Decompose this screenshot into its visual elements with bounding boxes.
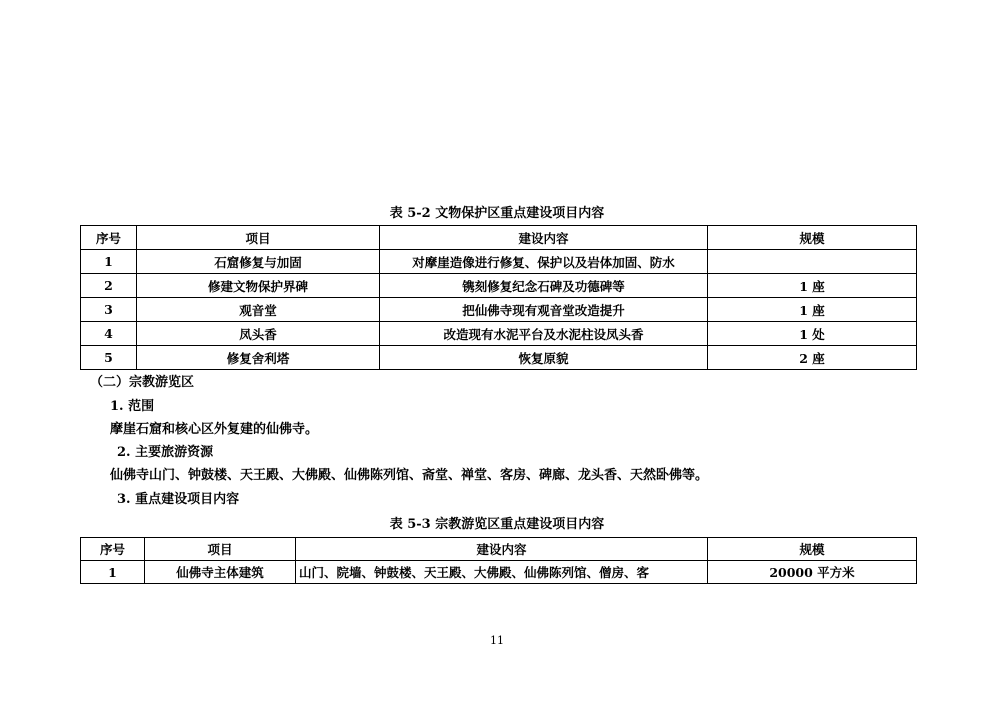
- header-cell: 建设内容: [296, 538, 708, 561]
- table-row: [81, 274, 917, 298]
- table2-caption: 表 5-3 宗教游览区重点建设项目内容: [389, 517, 605, 532]
- item1-text: 摩崖石窟和核心区外复建的仙佛寺。: [110, 422, 319, 437]
- table-row: [81, 322, 917, 346]
- table-cell: 1 座: [708, 298, 917, 322]
- table-cell: 20000 平方米: [708, 561, 917, 584]
- table-cell: 恢复原貌: [380, 346, 708, 370]
- page-number: 11: [490, 634, 504, 647]
- header-cell: 规模: [708, 226, 917, 250]
- table-cell: 仙佛寺主体建筑: [145, 561, 296, 584]
- header-cell: 建设内容: [380, 226, 708, 250]
- header-cell: 项目: [137, 226, 380, 250]
- header-cell: 规模: [708, 538, 917, 561]
- table-cell: 把仙佛寺现有观音堂改造提升: [380, 298, 708, 322]
- table-row: [81, 561, 917, 584]
- table-header-row: [81, 226, 917, 250]
- table-cell: 1: [81, 250, 137, 274]
- table-cell: 3: [81, 298, 137, 322]
- table-header-row: [81, 538, 917, 561]
- table-religious-tour-projects: [80, 537, 917, 584]
- section-heading: （二）宗教游览区: [90, 375, 195, 390]
- header-cell: 项目: [145, 538, 296, 561]
- table-cell: 山门、院墙、钟鼓楼、天王殿、大佛殿、仙佛陈列馆、僧房、客: [296, 561, 708, 584]
- table-cell: 石窟修复与加固: [137, 250, 380, 274]
- item2-title: 2. 主要旅游资源: [117, 445, 214, 460]
- table-cell: 凤头香: [137, 322, 380, 346]
- table-cell: 修建文物保护界碑: [137, 274, 380, 298]
- item3-title: 3. 重点建设项目内容: [117, 492, 240, 507]
- item1-title: 1. 范围: [110, 399, 155, 414]
- table-cell: 4: [81, 322, 137, 346]
- table-cell: 2: [81, 274, 137, 298]
- table-cell: 1 座: [708, 274, 917, 298]
- table-cell: 改造现有水泥平台及水泥柱设凤头香: [380, 322, 708, 346]
- table-cultural-relics-projects: [80, 225, 917, 370]
- table-cell: 5: [81, 346, 137, 370]
- table-cell: 镌刻修复纪念石碑及功德碑等: [380, 274, 708, 298]
- table-cell: [708, 250, 917, 274]
- item2-text: 仙佛寺山门、钟鼓楼、天王殿、大佛殿、仙佛陈列馆、斋堂、禅堂、客房、碑廊、龙头香、天然卧佛等。: [110, 468, 709, 483]
- table-cell: 2 座: [708, 346, 917, 370]
- table-row: [81, 250, 917, 274]
- table-row: [81, 298, 917, 322]
- table-cell: 观音堂: [137, 298, 380, 322]
- table-cell: 1 处: [708, 322, 917, 346]
- table-cell: 1: [81, 561, 145, 584]
- header-cell: 序号: [81, 538, 145, 561]
- table-cell: 修复舍利塔: [137, 346, 380, 370]
- table1-caption: 表 5-2 文物保护区重点建设项目内容: [389, 206, 605, 221]
- table-cell: 对摩崖造像进行修复、保护以及岩体加固、防水: [380, 250, 708, 274]
- table-row: [81, 346, 917, 370]
- header-cell: 序号: [81, 226, 137, 250]
